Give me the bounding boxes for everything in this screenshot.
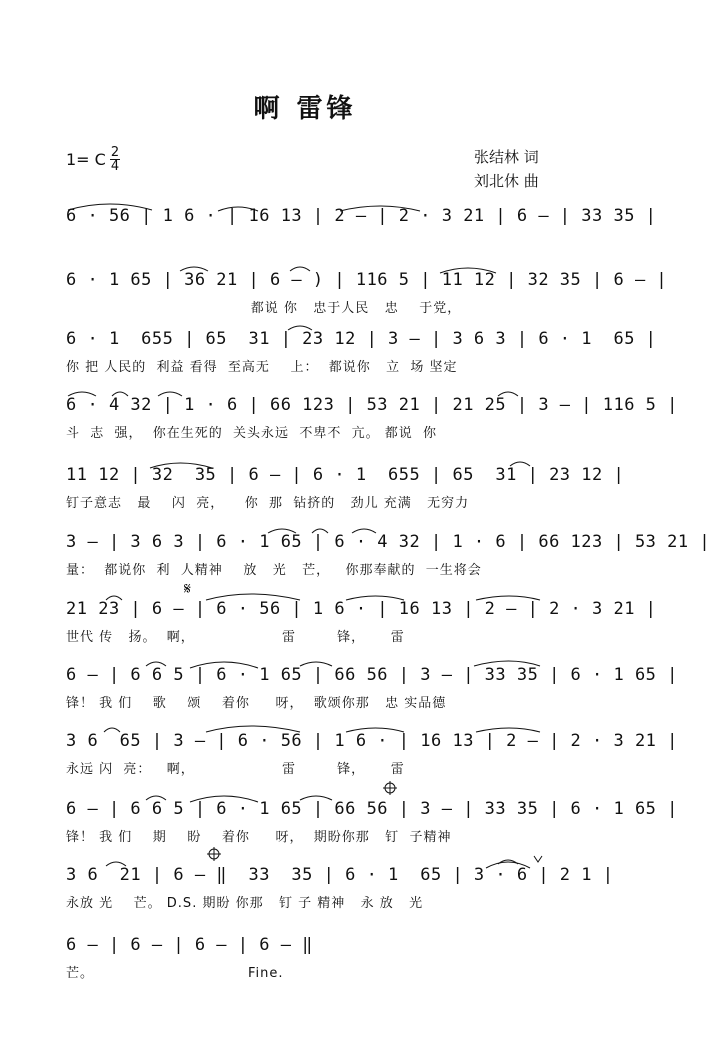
notation-line: 6 · 1 65 | 36 21 | 6 – ) | 116 5 | 11 12 | 32 35 | 6 – |	[66, 270, 668, 290]
notation-line: 6 · 1 655 | 65 31 | 23 12 | 3 – | 3 6 3 | 6 · 1 65 |	[66, 329, 657, 349]
lyrics-line: 锋！ 我 们 期 盼 着你 呀， 期盼你那 钉 子精神	[66, 830, 452, 845]
score-row-8	[0, 662, 678, 732]
notation-line: 6 – | 6 – | 6 – | 6 – ‖	[66, 935, 313, 955]
score-row-6	[0, 529, 710, 599]
lyrics-line: 都说 你 忠于人民 忠 于党，	[66, 301, 462, 316]
key-prefix: 1= C	[66, 150, 106, 169]
score-row-10	[0, 796, 678, 866]
notation-line: 3 6 21 | 6 – ‖ 33 35 | 6 · 1 65 | 3 · 6 | 2 1 |	[66, 865, 614, 885]
time-signature	[110, 146, 120, 173]
lyrics-line: 世代 传 扬。 啊， 雷 锋， 雷	[66, 630, 405, 645]
song-title: 啊 雷锋	[253, 94, 357, 124]
time-denominator: 4	[110, 159, 120, 174]
lyrics-line: 钉子意志 最 闪 亮， 你 那 钻挤的 劲儿 充满 无穷力	[66, 496, 470, 511]
notation-line: 21 23 | 6 – | 6 · 56 | 1 6 · | 16 13 | 2 – | 2 · 3 21 |	[66, 599, 657, 619]
composer-credit: 刘北休 曲	[474, 172, 539, 190]
notation-line: 11 12 | 32 35 | 6 – | 6 · 1 655 | 65 31 | 23 12 |	[66, 465, 625, 485]
lyrics-line: 永远 闪 亮： 啊， 雷 锋， 雷	[66, 762, 405, 777]
notation-line: 3 – | 3 6 3 | 6 · 1 65 | 6 · 4 32 | 1 · 6 | 66 123 | 53 21 |	[66, 532, 710, 552]
key-signature	[66, 146, 120, 173]
lyrics-line: 斗 志 强， 你在生死的 关头永远 不卑不 亢。 都说 你	[66, 426, 437, 441]
notation-line: 3 6 65 | 3 – | 6 · 56 | 1 6 · | 16 13 | 2 – | 2 · 3 21 |	[66, 731, 678, 751]
lyrics-line: 芒。 Fine.	[66, 966, 284, 981]
credits	[474, 145, 539, 193]
score-row-7	[0, 579, 657, 666]
score-row-12	[0, 932, 610, 1002]
score-row-3	[0, 326, 657, 396]
score-row-5	[0, 462, 625, 532]
lyricist-credit: 张结林 词	[474, 148, 539, 166]
time-numerator: 2	[110, 145, 120, 160]
lyrics-line: 锋！ 我 们 歌 颂 着你 呀， 歌颂你那 忠 实品德	[66, 696, 447, 711]
notation-line: 6 · 56 | 1 6 · | 16 13 | 2 – | 2 · 3 21 | 6 – | 33 35 |	[66, 206, 657, 226]
score-row-4	[0, 392, 678, 462]
notation-line: 6 – | 6 6 5 | 6 · 1 65 | 66 56 | 3 – | 33 35 | 6 · 1 65 |	[66, 799, 678, 819]
score-row-1	[0, 203, 657, 273]
lyrics-line: 量： 都说你 利 人精神 放 光 芒， 你那奉献的 一生将会	[66, 563, 482, 578]
segno-icon: 𝄋	[184, 579, 191, 598]
notation-line: 6 · 4 32 | 1 · 6 | 66 123 | 53 21 | 21 25 | 3 – | 116 5 |	[66, 395, 678, 415]
score-row-9	[0, 728, 678, 798]
notation-line: 6 – | 6 6 5 | 6 · 1 65 | 66 56 | 3 – | 33 35 | 6 · 1 65 |	[66, 665, 678, 685]
lyrics-line: 永放 光 芒。 D.S. 期盼 你那 钉 子 精神 永 放 光	[66, 896, 424, 911]
lyrics-line: 你 把 人民的 利益 看得 至高无 上： 都说你 立 场 坚定	[66, 360, 458, 375]
lyrics-line	[66, 235, 556, 255]
score-row-11	[0, 862, 614, 932]
